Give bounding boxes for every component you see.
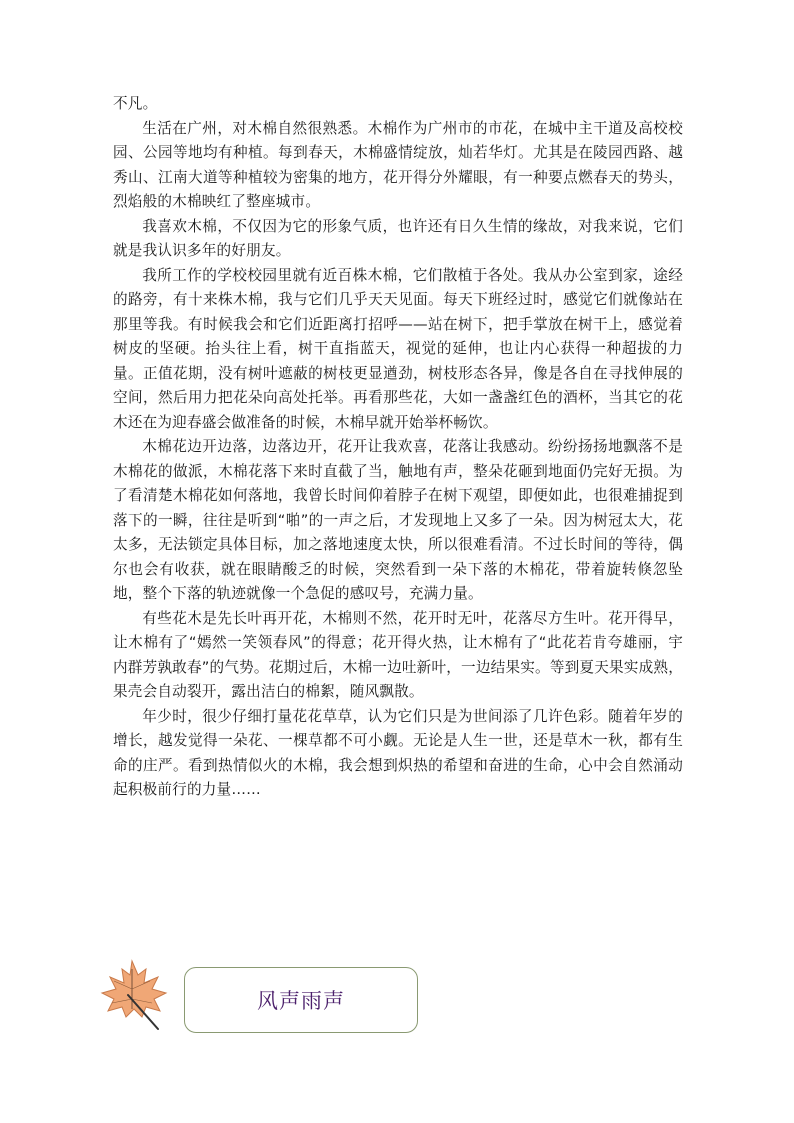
article-paragraph: 有些花木是先长叶再开花，木棉则不然，花开时无叶，花落尽方生叶。花开得早，让木棉有了“嫣然一笑领春风”的得意；花开得火热，让木棉有了“此花若肯夸雄丽，宇内群芳孰敢春”的气势。花期过后，木棉一边吐新叶，一边结果实。等到夏天果实成熟，果壳会自动裂开，露出洁白的棉絮，随风飘散。 <box>113 609 683 700</box>
section-title-box <box>184 967 418 1033</box>
article-paragraph: 不凡。 <box>113 95 158 112</box>
article-paragraph: 木棉花边开边落，边落边开，花开让我欢喜，花落让我感动。纷纷扬扬地飘落不是木棉花的做派，木棉花落下来时直截了当，触地有声，整朵花砸到地面仍完好无损。为了看清楚木棉花如何落地，我曾长时间仰着脖子在树下观望，即便如此，也很难捕捉到落下的一瞬，往往是听到“啪”的一声之后，才发现地上又多了一朵。因为树冠太大，花太多，无法锁定具体目标，加之落地速度太快，所以很难看清。不过长时间的等待，偶尔也会有收获，就在眼睛酸乏的时候，突然看到一朵下落的木棉花，带着旋转倏忽坠地，整个下落的轨迹就像一个急促的感叹号，充满力量。 <box>113 438 683 602</box>
article-paragraph: 年少时，很少仔细打量花花草草，认为它们只是为世间添了几许色彩。随着年岁的增长，越发觉得一朵花、一棵草都不可小觑。无论是人生一世，还是草木一秋，都有生命的庄严。看到热情似火的木棉，我会想到炽热的希望和奋进的生命，心中会自然涌动起积极前行的力量…… <box>113 707 683 798</box>
section-header <box>92 955 432 1040</box>
maple-leaf-icon <box>92 955 172 1035</box>
article-paragraph: 生活在广州，对木棉自然很熟悉。木棉作为广州市的市花，在城中主干道及高校校园、公园等地均有种植。每到春天，木棉盛情绽放，灿若华灯。尤其是在陵园西路、越秀山、江南大道等种植较为密集的地方，花开得分外耀眼，有一种要点燃春天的势头，烈焰般的木棉映红了整座城市。 <box>113 119 683 210</box>
section-title: 风声雨声 <box>257 989 345 1013</box>
article-paragraph: 我喜欢木棉，不仅因为它的形象气质，也许还有日久生情的缘故，对我来说，它们就是我认识多年的好朋友。 <box>113 217 683 259</box>
article-paragraph: 我所工作的学校校园里就有近百株木棉，它们散植于各处。我从办公室到家，途经的路旁，有十来株木棉，我与它们几乎天天见面。每天下班经过时，感觉它们就像站在那里等我。有时候我会和它们近距离打招呼——站在树下，把手掌放在树干上，感觉着树皮的坚硬。抬头往上看，树干直指蓝天，视觉的延伸，也让内心获得一种超拔的力量。正值花期，没有树叶遮蔽的树枝更显遒劲，树枝形态各异，像是各自在寻找伸展的空间，然后用力把花朵向高处托举。再看那些花，大如一盏盏红色的酒杯，当其它的花木还在为迎春盛会做准备的时候，木棉早就开始举杯畅饮。 <box>113 266 683 431</box>
article-body <box>113 92 683 803</box>
